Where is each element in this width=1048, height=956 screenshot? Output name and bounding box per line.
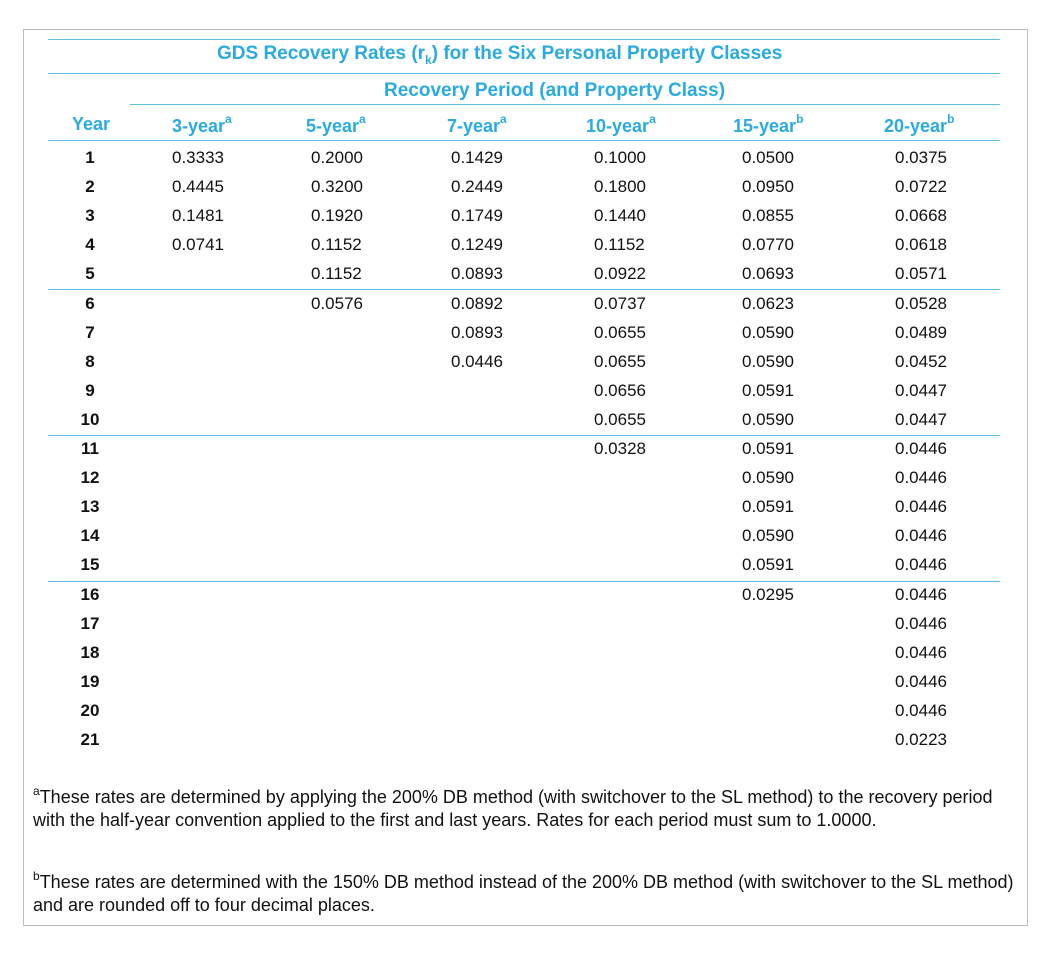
rate-cell: 0.0446 [895, 555, 947, 574]
rate-cell: 0.0741 [172, 235, 224, 254]
table-subtitle: Recovery Period (and Property Class) [384, 80, 726, 101]
column-note: a [500, 112, 507, 126]
rate-cell: 0.0722 [895, 177, 947, 196]
rate-cell: 0.0446 [895, 672, 947, 691]
rate-cell: 0.0446 [895, 497, 947, 516]
group-rule [48, 581, 1000, 582]
rate-cell: 0.0591 [742, 555, 794, 574]
rate-cell: 0.0893 [451, 264, 503, 283]
year-cell: 5 [85, 264, 95, 283]
title-subscript: k [425, 53, 432, 67]
rate-cell: 0.0655 [594, 323, 646, 342]
rate-cell: 0.4445 [172, 177, 224, 196]
rate-cell: 0.1152 [311, 264, 362, 283]
year-header: Year [72, 114, 111, 134]
rate-cell: 0.0855 [742, 206, 794, 225]
column-label: 7-year [447, 116, 501, 136]
column-note: b [947, 112, 955, 126]
rate-cell: 0.0590 [742, 468, 794, 487]
column-header-20-year [884, 112, 955, 137]
footnote-text: These rates are determined with the 150% DB method instead of the 200% DB method (with switchover to the SL method) and are rounded off to four decimal places. [33, 872, 1014, 915]
column-header-10-year [586, 112, 656, 137]
year-cell: 4 [85, 235, 95, 254]
rate-cell: 0.2000 [311, 148, 363, 167]
rate-cell: 0.0223 [895, 730, 947, 749]
footnote-mark: a [33, 784, 40, 798]
rate-cell: 0.0693 [742, 264, 794, 283]
footnote-text: These rates are determined by applying the 200% DB method (with switchover to the SL method) to the recovery period with the half-year convention applied to the first and last years. Rates for each period must sum to 1.0000. [33, 787, 993, 830]
rate-cell: 0.1152 [594, 235, 645, 254]
title-suffix: ) for the Six Personal Property Classes [431, 43, 783, 64]
rate-cell: 0.0623 [742, 294, 794, 313]
top-rule [48, 39, 1000, 40]
year-cell: 3 [85, 206, 95, 225]
rate-cell: 0.0489 [895, 323, 947, 342]
rate-cell: 0.0446 [895, 468, 947, 487]
rate-cell: 0.0590 [742, 352, 794, 371]
rate-cell: 0.0893 [451, 323, 503, 342]
table-title [217, 43, 782, 66]
rate-cell: 0.0446 [895, 585, 947, 604]
column-header-3-year [172, 112, 232, 137]
column-note: a [649, 112, 656, 126]
rate-cell: 0.1749 [451, 206, 503, 225]
column-header-7-year [447, 112, 507, 137]
rate-cell: 0.0446 [451, 352, 503, 371]
column-note: b [796, 112, 804, 126]
rate-cell: 0.0591 [742, 381, 794, 400]
rate-cell: 0.0328 [594, 439, 646, 458]
rate-cell: 0.0922 [594, 264, 646, 283]
rate-cell: 0.0446 [895, 643, 947, 662]
year-cell: 21 [80, 730, 100, 749]
rate-cell: 0.0770 [742, 235, 794, 254]
column-note: a [225, 112, 232, 126]
rate-cell: 0.0447 [895, 381, 947, 400]
rate-cell: 0.0892 [451, 294, 503, 313]
year-cell: 14 [80, 526, 100, 545]
rate-cell: 0.0655 [594, 352, 646, 371]
rate-cell: 0.0591 [742, 497, 794, 516]
rate-cell: 0.0590 [742, 526, 794, 545]
column-label: 20-year [884, 116, 948, 136]
year-cell: 16 [80, 585, 100, 604]
rate-cell: 0.0737 [594, 294, 646, 313]
rate-cell: 0.0571 [895, 264, 947, 283]
rate-cell: 0.3200 [311, 177, 363, 196]
title-rule [48, 73, 1000, 74]
year-cell: 13 [80, 497, 100, 516]
group-rule [48, 435, 1000, 436]
year-cell: 7 [85, 323, 95, 342]
rate-cell: 0.0591 [742, 439, 794, 458]
rate-cell: 0.0446 [895, 701, 947, 720]
rate-cell: 0.1249 [451, 235, 503, 254]
column-label: 3-year [172, 116, 226, 136]
title-prefix: GDS Recovery Rates (r [217, 43, 426, 64]
rate-cell: 0.0447 [895, 410, 947, 429]
column-note: a [359, 112, 366, 126]
rate-cell: 0.0446 [895, 614, 947, 633]
year-cell: 10 [80, 410, 100, 429]
rate-cell: 0.1800 [594, 177, 646, 196]
rate-cell: 0.0375 [895, 148, 947, 167]
column-label: 10-year [586, 116, 650, 136]
year-cell: 20 [80, 701, 100, 720]
rate-cell: 0.0590 [742, 323, 794, 342]
year-cell: 9 [85, 381, 95, 400]
column-label: 15-year [733, 116, 797, 136]
rate-cell: 0.0576 [311, 294, 363, 313]
year-cell: 19 [80, 672, 100, 691]
rate-cell: 0.1440 [594, 206, 646, 225]
subtitle-rule [130, 104, 1000, 105]
year-cell: 15 [80, 555, 100, 574]
year-cell: 1 [85, 148, 95, 167]
year-cell: 8 [85, 352, 95, 371]
rate-cell: 0.0446 [895, 439, 947, 458]
footnote-mark: b [33, 869, 40, 883]
year-cell: 2 [85, 177, 95, 196]
rate-cell: 0.3333 [172, 148, 224, 167]
header-rule [48, 140, 1000, 141]
year-cell: 6 [85, 294, 95, 313]
group-rule [48, 289, 1000, 290]
rate-cell: 0.0500 [742, 148, 794, 167]
year-cell: 12 [80, 468, 100, 487]
footnote-b [33, 871, 1023, 917]
rate-cell: 0.0528 [895, 294, 947, 313]
column-label: 5-year [306, 116, 360, 136]
rate-cell: 0.0950 [742, 177, 794, 196]
year-cell: 11 [81, 439, 99, 458]
column-header-15-year [733, 112, 804, 137]
rate-cell: 0.0446 [895, 526, 947, 545]
rate-cell: 0.0618 [895, 235, 947, 254]
rate-cell: 0.1429 [451, 148, 503, 167]
rate-cell: 0.0452 [895, 352, 947, 371]
rate-cell: 0.1920 [311, 206, 363, 225]
rate-cell: 0.1481 [172, 206, 224, 225]
rate-cell: 0.0590 [742, 410, 794, 429]
rate-cell: 0.1000 [594, 148, 646, 167]
year-cell: 17 [80, 614, 100, 633]
rate-cell: 0.1152 [311, 235, 362, 254]
rate-cell: 0.0668 [895, 206, 947, 225]
rate-cell: 0.0656 [594, 381, 646, 400]
rate-cell: 0.0295 [742, 585, 794, 604]
column-header-5-year [306, 112, 366, 137]
rate-cell: 0.2449 [451, 177, 503, 196]
year-cell: 18 [80, 643, 100, 662]
rate-cell: 0.0655 [594, 410, 646, 429]
footnote-a [33, 786, 1023, 832]
